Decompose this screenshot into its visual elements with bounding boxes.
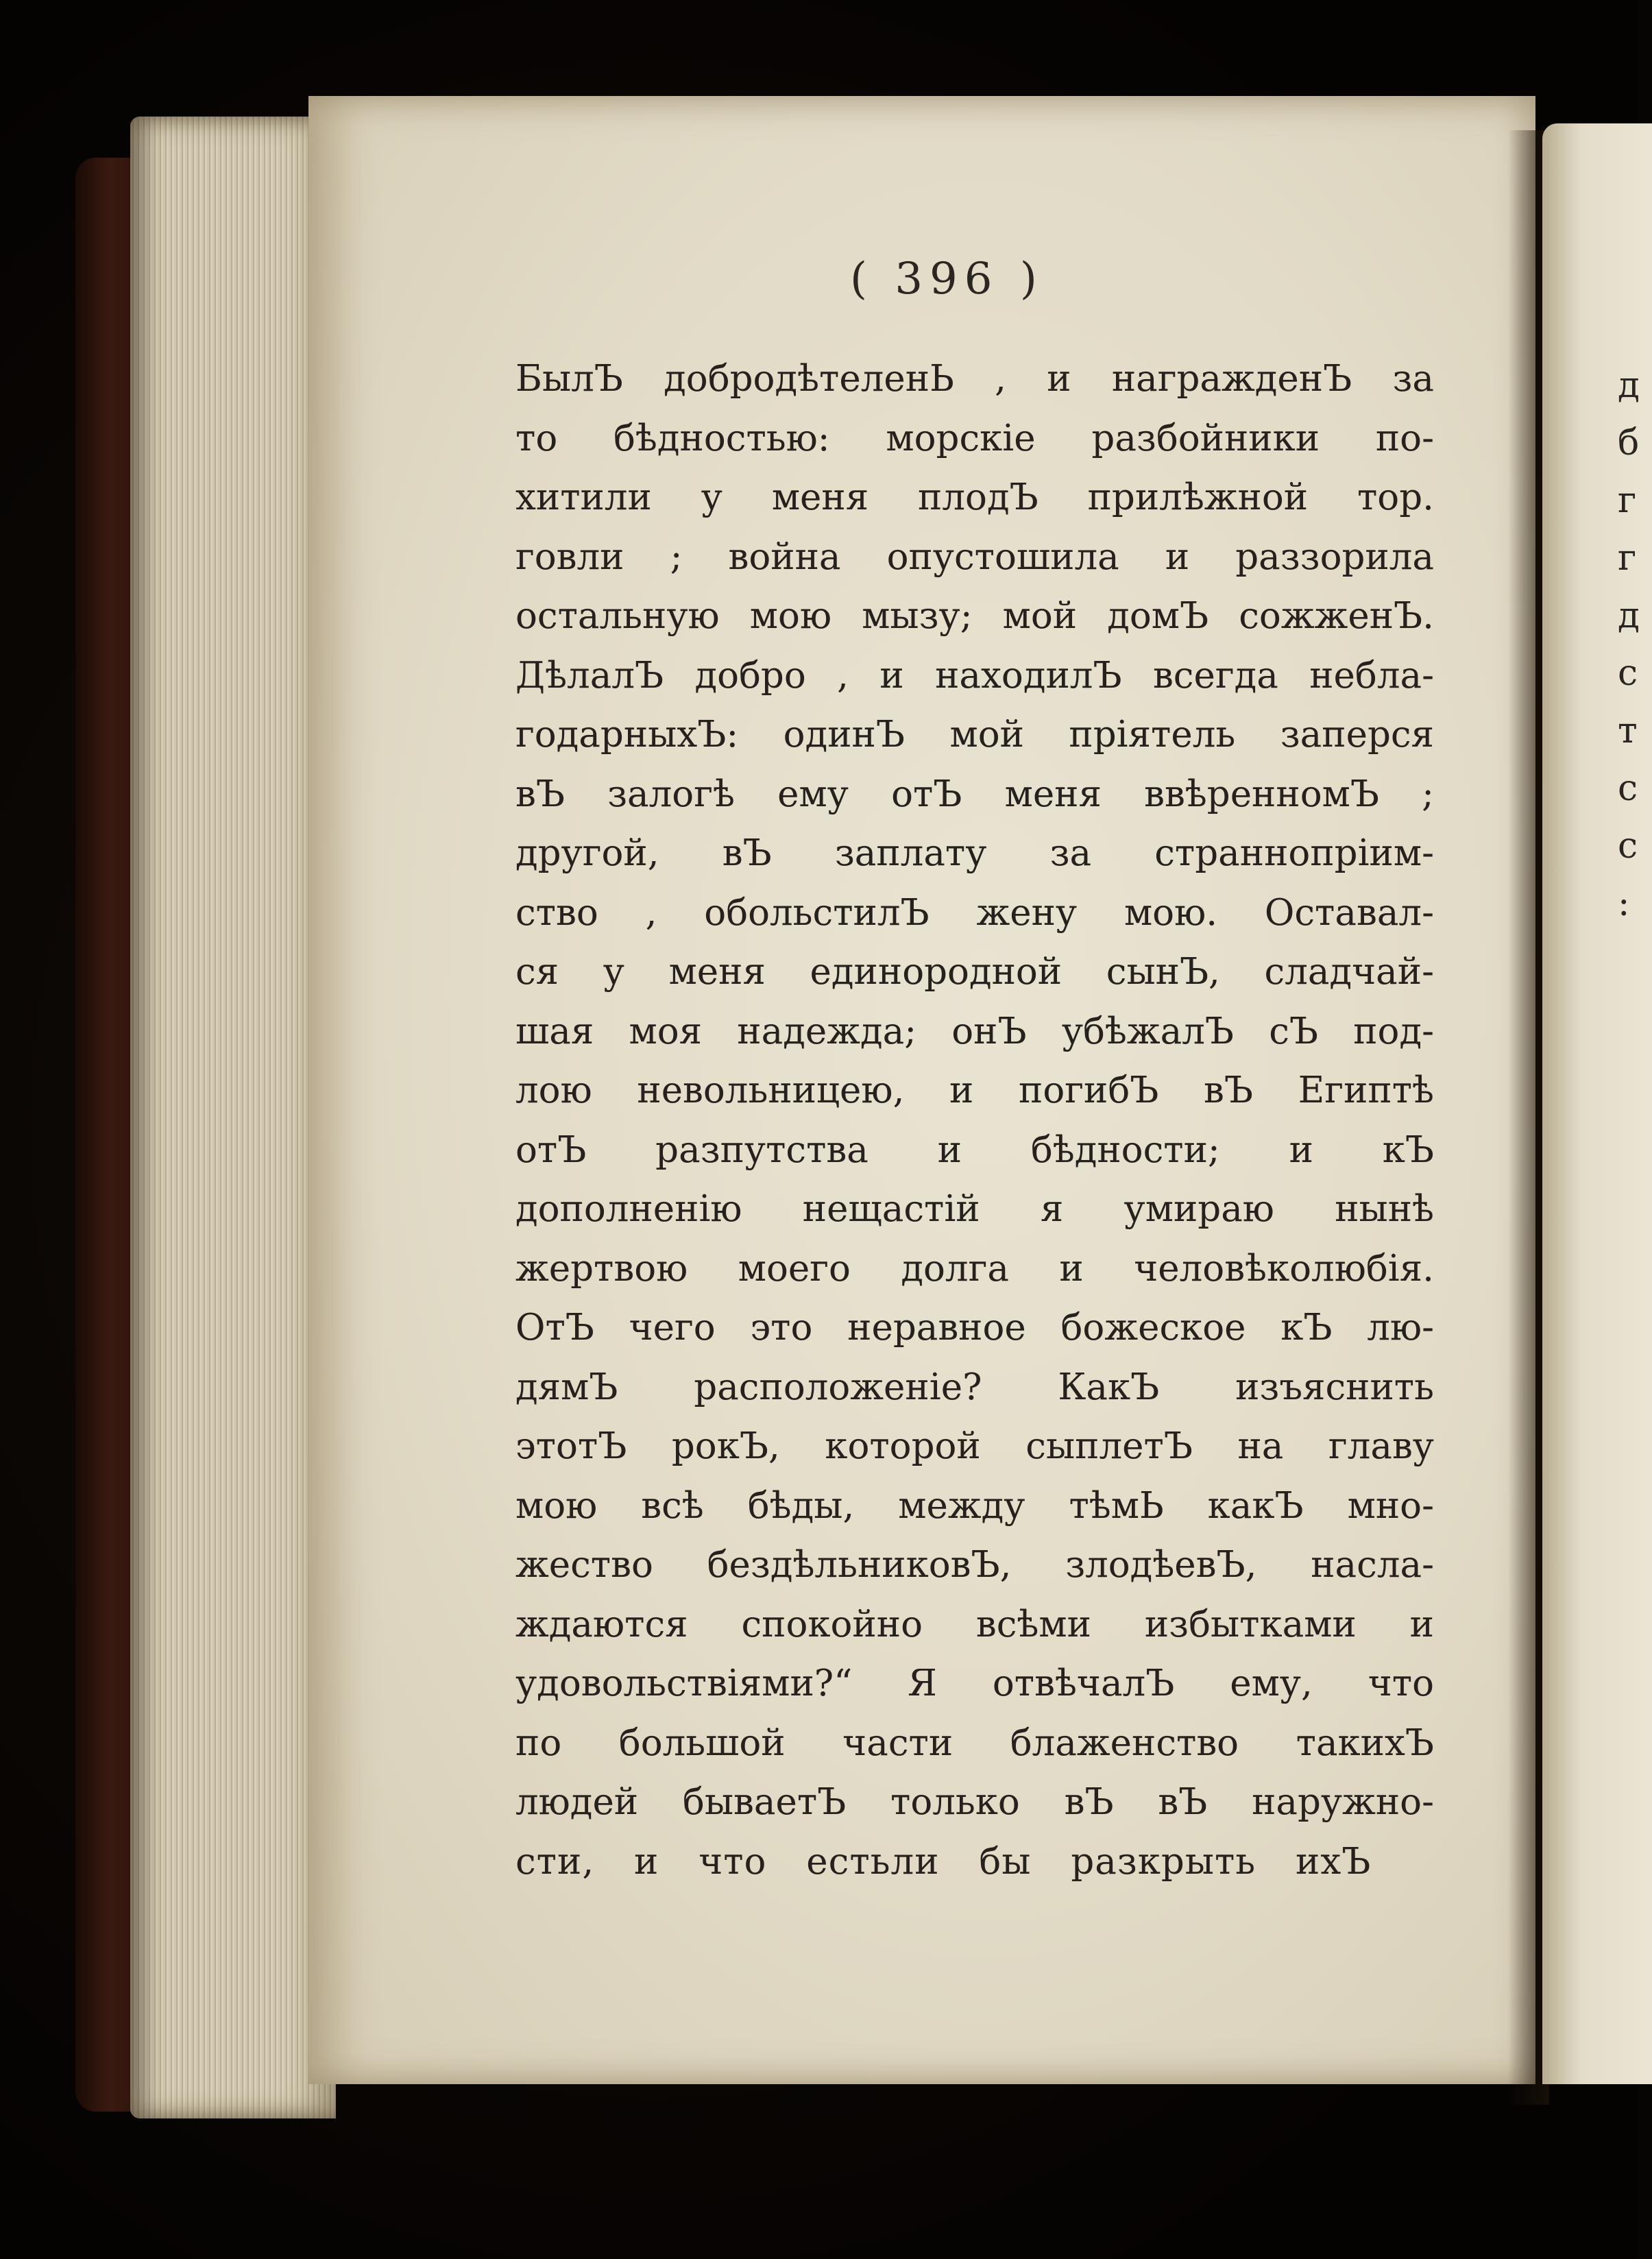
text-line: говли ; война опустошила и раззорила [515, 535, 1434, 578]
text-line: то бѣдностью: морскіе разбойники по- [515, 417, 1434, 459]
text-line: годарныхЪ: одинЪ мой пріятель заперся [515, 714, 1434, 756]
facing-char: б [1618, 422, 1640, 463]
book-page-edges [130, 117, 336, 2118]
text-line: дополненію нещастій я умираю нынѣ [515, 1188, 1434, 1230]
facing-page-text [1618, 357, 1645, 932]
text-line: вЪ залогѣ ему отЪ меня ввѣренномЪ ; [515, 773, 1434, 815]
text-line: ОтЪ чего это неравное божеское кЪ лю- [515, 1307, 1434, 1349]
text-line: лою невольницею, и погибЪ вЪ Египтѣ [515, 1070, 1434, 1111]
text-line: остальную мою мызу; мой домЪ сожженЪ. [515, 595, 1434, 637]
facing-char: д [1618, 365, 1640, 406]
text-line: жертвою моего долга и человѣколюбія. [515, 1247, 1434, 1290]
text-line: ство , обольстилЪ жену мою. Оставал- [515, 891, 1434, 934]
facing-char: с [1618, 768, 1638, 809]
text-line: ждаются спокойно всѣми избытками и [515, 1603, 1434, 1645]
text-line: по большой части блаженство такихЪ [515, 1722, 1434, 1764]
text-line: людей бываетЪ только вЪ вЪ наружно- [515, 1781, 1434, 1823]
text-line: жество бездѣльниковЪ, злодѣевЪ, насла- [515, 1544, 1434, 1586]
text-line: ся у меня единородной сынЪ, сладчай- [515, 951, 1434, 993]
text-line: ДѣлалЪ добро , и находилЪ всегда небла- [515, 654, 1434, 697]
text-line: отЪ разпутства и бѣдности; и кЪ [515, 1128, 1434, 1171]
facing-char: д [1618, 595, 1640, 636]
facing-char: г [1618, 537, 1637, 579]
page-text [515, 350, 1434, 1892]
text-line: дямЪ расположеніе? КакЪ изъяснить [515, 1366, 1434, 1408]
facing-char: с [1618, 825, 1638, 867]
text-line: шая моя надежда; онЪ убѣжалЪ сЪ под- [515, 1010, 1434, 1052]
text-line: мою всѣ бѣды, между тѣмЬ какЪ мно- [515, 1484, 1434, 1527]
text-line: другой, вЪ заплату за страннопріим- [515, 832, 1434, 874]
facing-char: : [1618, 883, 1630, 924]
facing-char: с [1618, 653, 1638, 694]
facing-char: т [1618, 710, 1638, 751]
text-line: хитили у меня плодЪ прилѣжной тор. [515, 476, 1434, 518]
text-line: сти, и что естьли бы разкрыть ихЪ [515, 1840, 1372, 1883]
text-line: этотЪ рокЪ, которой сыплетЪ на главу [515, 1425, 1434, 1467]
text-line: удовольствіями?“ Я отвѣчалЪ ему, что [515, 1663, 1434, 1704]
text-line: БылЪ добродѣтеленЬ , и награжденЪ за [515, 358, 1434, 400]
page-number: ( 396 ) [850, 254, 1044, 304]
facing-char: г [1618, 480, 1637, 521]
